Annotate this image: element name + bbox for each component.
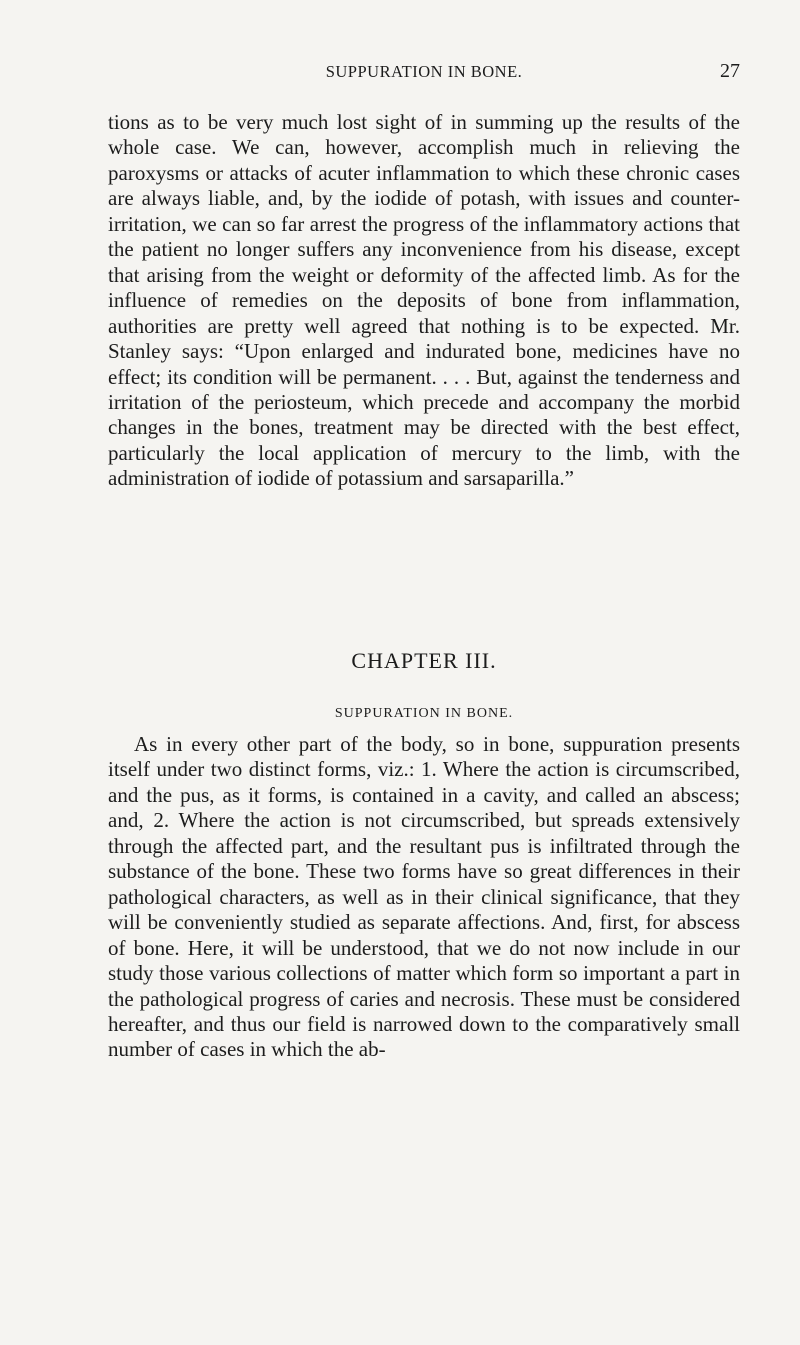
chapter-subtitle: SUPPURATION IN BONE. bbox=[334, 706, 514, 721]
page-number: 27 bbox=[720, 60, 740, 82]
paragraph-continuation: tions as to be very much lost sight of in summing up the results of the whole case. We can, however, accomplish much in relieving the paroxysms or attacks of acuter inflammation to which these chronic cases are always liable, and, by the iodide of potash, with issues and counter-irritation, we can so far arrest the progress of the inflammatory actions that the patient no longer suffers any inconvenience from his disease, except that arising from the weight or deformity of the affected limb. As for the influence of remedies on the deposits of bone from inflammation, authorities are pretty well agreed that nothing is to be expected. Mr. Stanley says: “Upon enlarged and indurated bone, medicines have no effect; its condition will be permanent. . . . But, against the tenderness and irritation of the periosteum, which precede and accompany the morbid changes in the bones, treatment may be directed with the best effect, particularly the local application of mercury to the limb, with the administration of iodide of potassium and sarsaparilla.” bbox=[108, 110, 740, 491]
paragraph-chapter-opening: As in every other part of the body, so in bone, suppuration presents itself under two distinct forms, viz.: 1. Where the action is circumscribed, and the pus, as it forms, is contained in a cavity, and called an abscess; and, 2. Where the action is not circumscribed, but spreads extensively through the affected part, and the resultant pus is infiltrated through the substance of the bone. These two forms have so great differences in their pathological characters, as well as in their clinical significance, that they will be conveniently studied as separate affections. And, first, for abscess of bone. Here, it will be understood, that we do not now include in our study those various collections of matter which form so important a part in the pathological progress of caries and necrosis. These must be considered hereafter, and thus our field is narrowed down to the comparatively small number of cases in which the ab- bbox=[108, 732, 740, 1062]
running-header bbox=[108, 62, 740, 86]
chapter-title: CHAPTER III. bbox=[351, 648, 497, 673]
running-title: SUPPURATION IN BONE. bbox=[325, 62, 523, 81]
